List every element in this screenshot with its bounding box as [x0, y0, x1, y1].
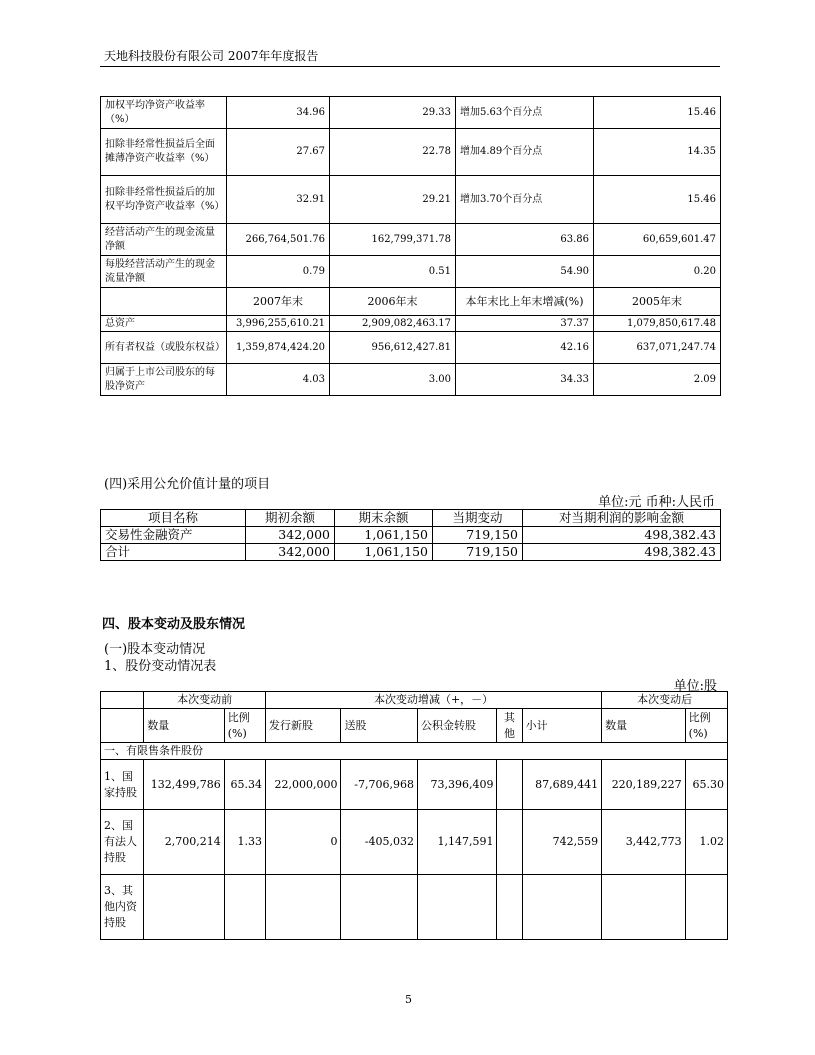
- value-2007: 266,764,501.76: [227, 224, 330, 256]
- share-change-table: [100, 691, 728, 940]
- value-2006: 3.00: [330, 364, 456, 396]
- empty-cell: [101, 692, 144, 709]
- col-period-change: 当期变动: [433, 510, 523, 527]
- row-label: 1、国家持股: [101, 760, 144, 810]
- share-unit: 单位:股: [673, 679, 717, 694]
- impact-value: 498,382.43: [523, 544, 721, 561]
- row-label: 每股经营活动产生的现金流量净额: [101, 256, 227, 288]
- new-shares: 0: [266, 810, 341, 875]
- opening-value: 342,000: [246, 527, 335, 544]
- qty-after: [602, 875, 686, 940]
- group-before: 本次变动前: [144, 692, 266, 709]
- table-row: [101, 176, 721, 224]
- table-row: [101, 256, 721, 288]
- value-change: 63.86: [456, 224, 594, 256]
- row-label: 经营活动产生的现金流量净额: [101, 224, 227, 256]
- header-rule: [100, 66, 720, 67]
- section-four-title: 四、股本变动及股东情况: [102, 617, 246, 632]
- col-2006-end: 2006年末: [330, 288, 456, 316]
- value-2005: 15.46: [594, 97, 721, 129]
- table-row: [101, 129, 721, 176]
- value-2006: 956,612,427.81: [330, 332, 456, 364]
- table-row: [101, 810, 728, 875]
- group-header-row: [101, 692, 728, 709]
- value-2006: 2,909,082,463.17: [330, 316, 456, 332]
- ratio-after: 65.30: [685, 760, 727, 810]
- col-2005-end: 2005年末: [594, 288, 721, 316]
- table-row: [101, 527, 721, 544]
- row-label: 加权平均净资产收益率（%）: [101, 97, 227, 129]
- qty: [144, 875, 225, 940]
- value-2007: 27.67: [227, 129, 330, 176]
- value-change: 37.37: [456, 316, 594, 332]
- col-bonus-shares: 送股: [341, 709, 417, 743]
- table-row: [101, 224, 721, 256]
- table-row: [101, 875, 728, 940]
- value-2007: 3,996,255,610.21: [227, 316, 330, 332]
- row-label: 所有者权益（或股东权益）: [101, 332, 227, 364]
- col-reserve-conversion: 公积金转股: [417, 709, 497, 743]
- table-row: [101, 364, 721, 396]
- value-2005: 0.20: [594, 256, 721, 288]
- value-2006: 29.21: [330, 176, 456, 224]
- fair-value-unit: 单位:元 币种:人民币: [598, 495, 715, 510]
- ratio: [224, 875, 265, 940]
- reserve-conversion: 73,396,409: [417, 760, 497, 810]
- ratio-after: [685, 875, 727, 940]
- col-profit-impact: 对当期利润的影响金额: [523, 510, 721, 527]
- item-name: 合计: [101, 544, 246, 561]
- col-item-name: 项目名称: [101, 510, 246, 527]
- table-row: [101, 544, 721, 561]
- page-number: 5: [405, 993, 412, 1006]
- value-change: 34.33: [456, 364, 594, 396]
- empty-cell: [101, 288, 227, 316]
- subtotal: 87,689,441: [522, 760, 602, 810]
- row-label: 2、国有法人持股: [101, 810, 144, 875]
- qty-after: 220,189,227: [602, 760, 686, 810]
- value-2006: 0.51: [330, 256, 456, 288]
- subtotal: 742,559: [522, 810, 602, 875]
- value-2005: 14.35: [594, 129, 721, 176]
- value-2005: 60,659,601.47: [594, 224, 721, 256]
- bonus-shares: [341, 875, 417, 940]
- bonus-shares: -405,032: [341, 810, 417, 875]
- category-restricted: 一、有限售条件股份: [101, 743, 728, 760]
- qty: 132,499,786: [144, 760, 225, 810]
- col-2007-end: 2007年末: [227, 288, 330, 316]
- header-row: [101, 510, 721, 527]
- financial-indicators-table: [100, 96, 721, 396]
- subheader-row: [101, 288, 721, 316]
- column-header-row: [101, 709, 728, 743]
- value-2005: 2.09: [594, 364, 721, 396]
- new-shares: [266, 875, 341, 940]
- value-2007: 32.91: [227, 176, 330, 224]
- other: [497, 810, 522, 875]
- value-2005: 1,079,850,617.48: [594, 316, 721, 332]
- value-2007: 34.96: [227, 97, 330, 129]
- group-change: 本次变动增减（+，－）: [266, 692, 602, 709]
- col-change: 本年末比上年末增减(%): [456, 288, 594, 316]
- value-2006: 22.78: [330, 129, 456, 176]
- share-change-subtitle: (一)股本变动情况: [104, 642, 206, 657]
- col-opening: 期初余额: [246, 510, 335, 527]
- table-row: [101, 760, 728, 810]
- value-2007: 4.03: [227, 364, 330, 396]
- empty-cell: [101, 709, 144, 743]
- share-change-table-title: 1、股份变动情况表: [104, 659, 217, 674]
- row-label: 总资产: [101, 316, 227, 332]
- qty-after: 3,442,773: [602, 810, 686, 875]
- closing-value: 1,061,150: [335, 527, 433, 544]
- value-2006: 29.33: [330, 97, 456, 129]
- col-qty: 数量: [144, 709, 225, 743]
- col-qty-after: 数量: [602, 709, 686, 743]
- fair-value-table: [100, 509, 721, 561]
- item-name: 交易性金融资产: [101, 527, 246, 544]
- group-after: 本次变动后: [602, 692, 728, 709]
- row-label: 3、其他内资持股: [101, 875, 144, 940]
- change-value: 719,150: [433, 527, 523, 544]
- col-new-shares: 发行新股: [266, 709, 341, 743]
- impact-value: 498,382.43: [523, 527, 721, 544]
- change-value: 719,150: [433, 544, 523, 561]
- value-change: 增加4.89个百分点: [456, 129, 594, 176]
- ratio: 1.33: [224, 810, 265, 875]
- value-2006: 162,799,371.78: [330, 224, 456, 256]
- row-label: 扣除非经常性损益后全面摊薄净资产收益率（%）: [101, 129, 227, 176]
- col-other: 其他: [497, 709, 522, 743]
- closing-value: 1,061,150: [335, 544, 433, 561]
- table-row: [101, 332, 721, 364]
- row-label: 扣除非经常性损益后的加权平均净资产收益率（%）: [101, 176, 227, 224]
- value-2007: 0.79: [227, 256, 330, 288]
- value-2005: 637,071,247.74: [594, 332, 721, 364]
- report-header: 天地科技股份有限公司 2007年年度报告: [104, 49, 319, 63]
- category-row: [101, 743, 728, 760]
- fair-value-section-title: (四)采用公允价值计量的项目: [104, 477, 271, 492]
- ratio: 65.34: [224, 760, 265, 810]
- col-closing: 期末余额: [335, 510, 433, 527]
- other: [497, 760, 522, 810]
- other: [497, 875, 522, 940]
- value-change: 42.16: [456, 332, 594, 364]
- reserve-conversion: 1,147,591: [417, 810, 497, 875]
- col-subtotal: 小计: [522, 709, 602, 743]
- value-change: 增加5.63个百分点: [456, 97, 594, 129]
- subtotal: [522, 875, 602, 940]
- reserve-conversion: [417, 875, 497, 940]
- value-2005: 15.46: [594, 176, 721, 224]
- col-ratio: 比例(%): [224, 709, 265, 743]
- table-row: [101, 97, 721, 129]
- opening-value: 342,000: [246, 544, 335, 561]
- bonus-shares: -7,706,968: [341, 760, 417, 810]
- table-row: [101, 316, 721, 332]
- value-2007: 1,359,874,424.20: [227, 332, 330, 364]
- value-change: 增加3.70个百分点: [456, 176, 594, 224]
- new-shares: 22,000,000: [266, 760, 341, 810]
- row-label: 归属于上市公司股东的每股净资产: [101, 364, 227, 396]
- value-change: 54.90: [456, 256, 594, 288]
- col-ratio-after: 比例(%): [685, 709, 727, 743]
- ratio-after: 1.02: [685, 810, 727, 875]
- qty: 2,700,214: [144, 810, 225, 875]
